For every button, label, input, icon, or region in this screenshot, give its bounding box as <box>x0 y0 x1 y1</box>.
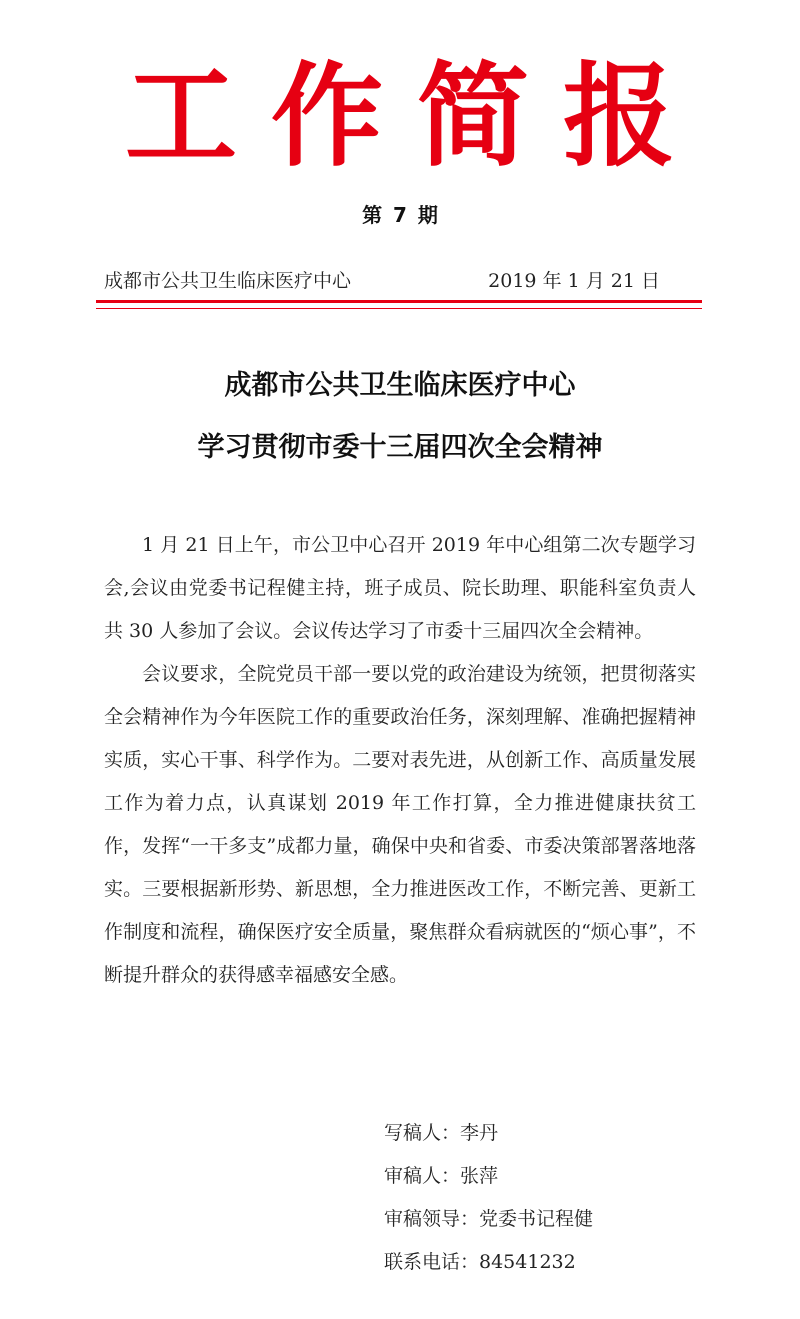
header-divider-thin <box>96 308 702 309</box>
article-title-line-2: 学习贯彻市委十三届四次全会精神 <box>197 432 603 463</box>
article-body <box>104 524 696 997</box>
issue-number: 第 7 期 <box>362 203 438 227</box>
article-paragraph: 会议要求，全院党员干部一要以党的政治建设为统领，把贯彻落实全会精神作为今年医院工作的重要政治任务，深刻理解、准确把握精神实质，实心干事、科学作为。二要对表先进，从创新工作、高质量发展工作为着力点，认真谋划 2019 年工作打算，全力推进健康扶贫工作，发挥“一干多支”成都力量，确保中央和省委、市委决策部署落地落实。三要根据新形势、新思想，全力推进医改工作，不断完善、更新工作制度和流程，确保医疗安全质量，聚焦群众看病就医的“烦心事”，不断提升群众的获得感幸福感安全感。 <box>104 663 696 986</box>
publisher-name: 成都市公共卫生临床医疗中心 <box>104 270 352 292</box>
review-leader-line: 审稿领导：党委书记程健 <box>384 1208 594 1230</box>
contact-phone-line: 联系电话：84541232 <box>384 1251 576 1273</box>
header-divider-thick <box>96 300 702 303</box>
reviewer-line: 审稿人：张萍 <box>384 1165 499 1187</box>
article-title-line-1: 成都市公共卫生临床医疗中心 <box>224 370 576 401</box>
article-paragraph: 1 月 21 日上午，市公卫中心召开 2019 年中心组第二次专题学习会,会议由党委书记程健主持，班子成员、院长助理、职能科室负责人共 30 人参加了会议。会议传达学习了市委十三届四次全会精神。 <box>104 534 696 642</box>
publish-date: 2019 年 1 月 21 日 <box>488 270 660 292</box>
signoff-block <box>384 1112 593 1284</box>
writer-line: 写稿人：李丹 <box>384 1122 499 1144</box>
masthead-title: 工作简报 <box>125 51 709 182</box>
